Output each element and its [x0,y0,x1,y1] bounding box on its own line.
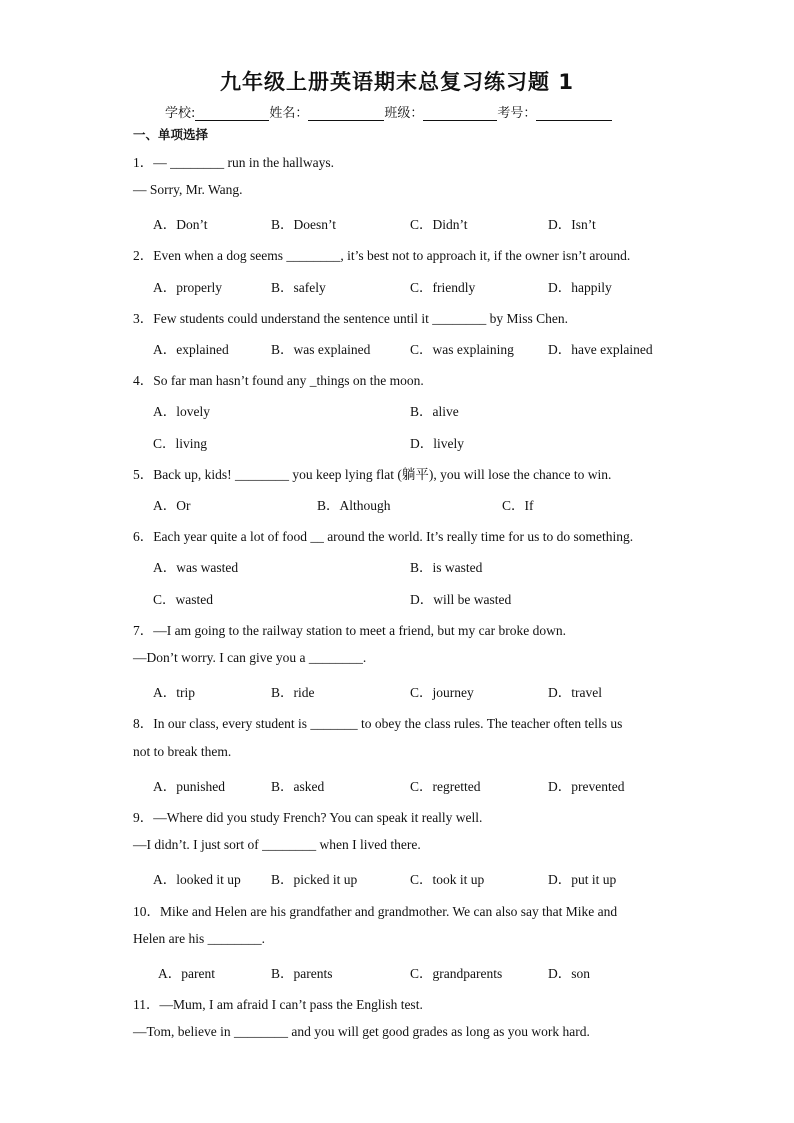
question-10-option-d[interactable]: D．son [548,966,591,981]
question-7-option-d[interactable]: D．travel [548,685,602,700]
class-blank [423,106,497,121]
question-1-option-c[interactable]: C．Didn’t [410,217,468,232]
question-2-option-a[interactable]: A．properly [153,280,222,295]
question-8-line-2: not to break them. [133,744,232,759]
question-6-line-1: 6．Each year quite a lot of food __ around the world. It’s really time for us to do something. [133,529,634,544]
school-blank [195,106,269,121]
question-8-line-1: 8．In our class, every student is _______ to obey the class rules. The teacher often tells us [133,716,623,731]
question-8-option-c[interactable]: C．regretted [410,779,481,794]
question-1-line-1: 1．— ________ run in the hallways. [133,155,334,170]
number-blank [536,106,612,121]
question-5-option-a[interactable]: A．Or [153,498,191,513]
question-9-option-b[interactable]: B．picked it up [271,872,358,887]
question-2-option-c[interactable]: C．friendly [410,280,476,295]
question-10-line-2: Helen are his ________. [133,931,265,946]
question-5-option-b[interactable]: B．Although [317,498,391,513]
question-6-option-c[interactable]: C．wasted [153,592,213,607]
question-3-option-b[interactable]: B．was explained [271,342,371,357]
question-3-line-1: 3．Few students could understand the sentence until it ________ by Miss Chen. [133,311,568,326]
page-title: 九年级上册英语期末总复习练习题 1 [220,70,574,94]
question-1-option-b[interactable]: B．Doesn’t [271,217,337,232]
question-6-option-a[interactable]: A．was wasted [153,560,239,575]
school-label: 学校: [165,106,196,121]
question-5-option-c[interactable]: C．If [502,498,534,513]
name-blank [308,106,384,121]
question-4-option-c[interactable]: C．living [153,436,208,451]
question-7-line-1: 7．—I am going to the railway station to meet a friend, but my car broke down. [133,623,567,638]
question-1-option-a[interactable]: A．Don’t [153,217,208,232]
question-9-option-d[interactable]: D．put it up [548,872,617,887]
question-7-option-b[interactable]: B．ride [271,685,315,700]
question-7-line-2: —Don’t worry. I can give you a ________. [133,650,367,665]
question-10-option-b[interactable]: B．parents [271,966,333,981]
question-2-line-1: 2．Even when a dog seems ________, it’s best not to approach it, if the owner isn’t around. [133,248,631,263]
student-info-row [165,102,612,121]
question-9-option-c[interactable]: C．took it up [410,872,485,887]
question-4-line-1: 4．So far man hasn’t found any _things on the moon. [133,373,424,388]
question-8-option-d[interactable]: D．prevented [548,779,625,794]
question-4-option-d[interactable]: D．lively [410,436,464,451]
class-label: 班级： [384,106,424,121]
question-2-option-d[interactable]: D．happily [548,280,612,295]
question-7-option-a[interactable]: A．trip [153,685,195,700]
question-3-option-d[interactable]: D．have explained [548,342,653,357]
question-9-line-2: —I didn’t. I just sort of ________ when I lived there. [133,837,421,852]
section-title: 一、单项选择 [133,127,209,142]
question-5-line-1: 5．Back up, kids! ________ you keep lying flat (躺平), you will lose the chance to win. [133,467,612,482]
name-label: 姓名： [269,106,309,121]
question-3-option-a[interactable]: A．explained [153,342,229,357]
question-6-option-b[interactable]: B．is wasted [410,560,483,575]
question-8-option-a[interactable]: A．punished [153,779,225,794]
question-9-option-a[interactable]: A．looked it up [153,872,241,887]
question-9-line-1: 9．—Where did you study French? You can speak it really well. [133,810,483,825]
question-4-option-b[interactable]: B．alive [410,404,459,419]
question-1-line-2: — Sorry, Mr. Wang. [133,182,243,197]
question-10-option-a[interactable]: A．parent [158,966,215,981]
question-3-option-c[interactable]: C．was explaining [410,342,514,357]
question-10-line-1: 10．Mike and Helen are his grandfather and grandmother. We can also say that Mike and [133,904,618,919]
question-11-line-1: 11．—Mum, I am afraid I can’t pass the English test. [133,997,423,1012]
question-1-option-d[interactable]: D．Isn’t [548,217,596,232]
question-8-option-b[interactable]: B．asked [271,779,325,794]
number-label: 考号： [497,106,537,121]
question-6-option-d[interactable]: D．will be wasted [410,592,512,607]
question-2-option-b[interactable]: B．safely [271,280,326,295]
question-4-option-a[interactable]: A．lovely [153,404,210,419]
question-10-option-c[interactable]: C．grandparents [410,966,503,981]
question-7-option-c[interactable]: C．journey [410,685,474,700]
question-11-line-2: —Tom, believe in ________ and you will get good grades as long as you work hard. [133,1024,590,1039]
